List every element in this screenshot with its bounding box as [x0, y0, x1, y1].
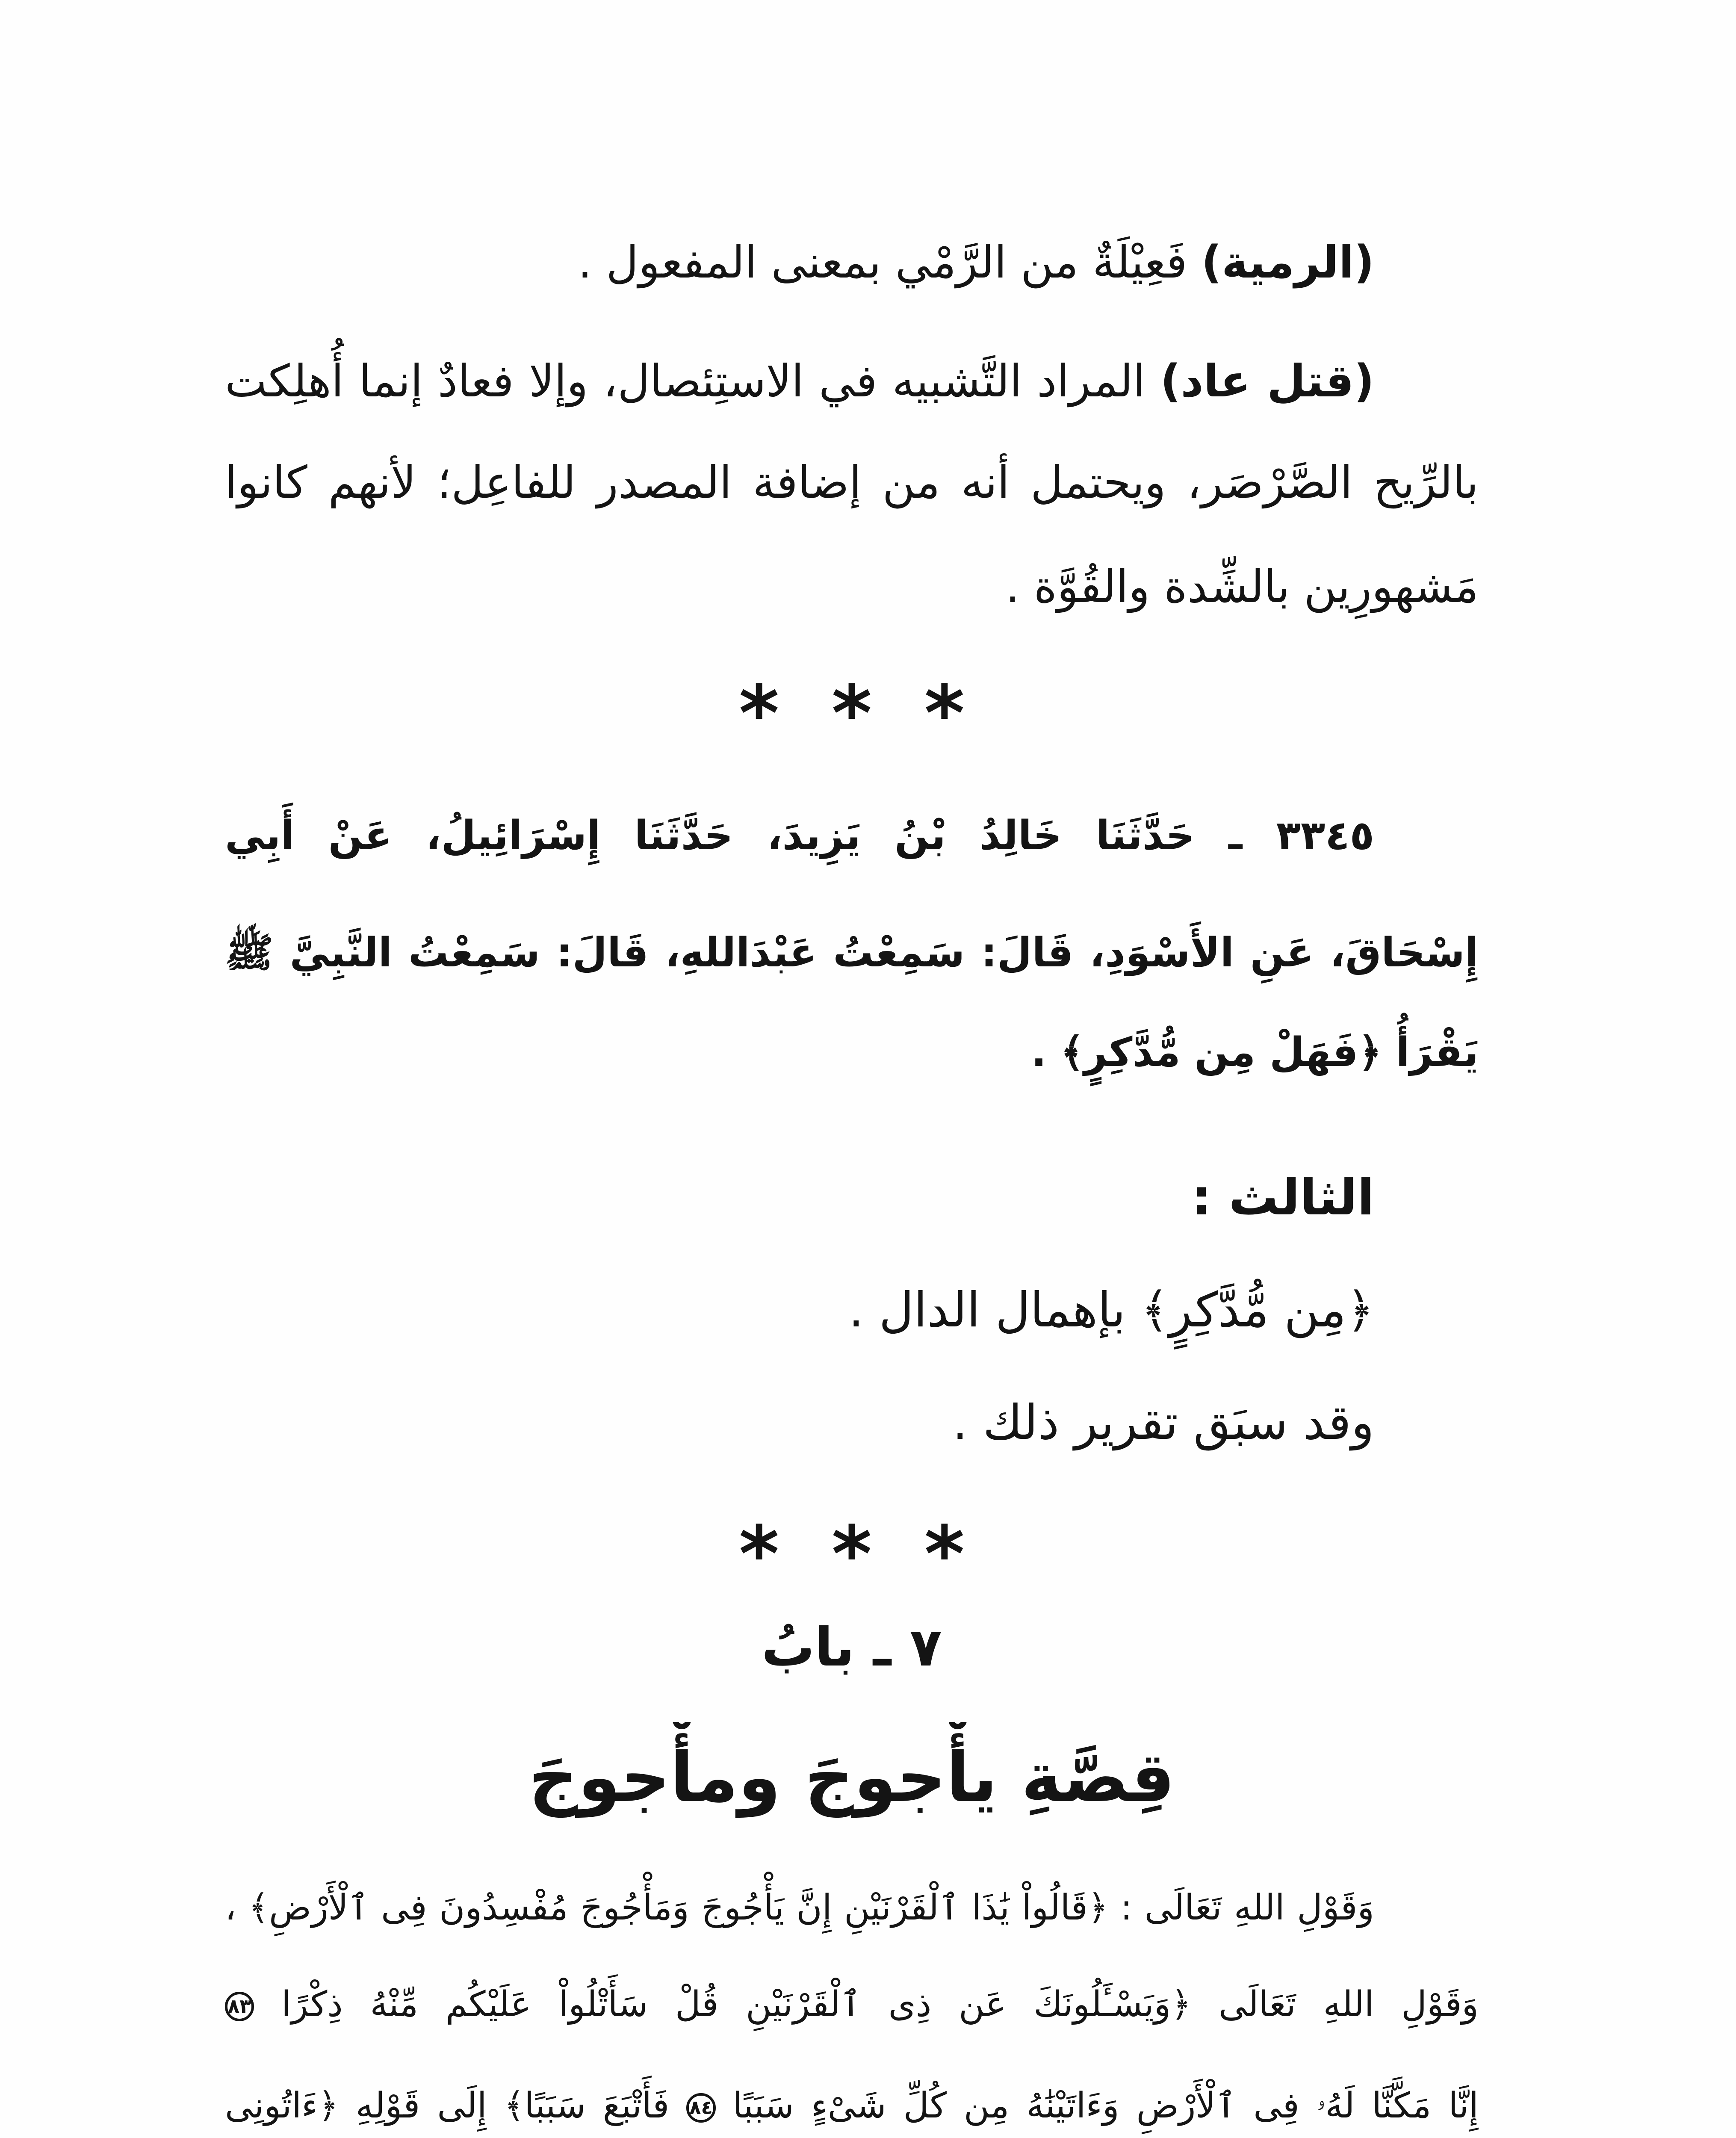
- commentary-qatl-aad-text-1: المراد التَّشبيه في الاستِئصال، وإلا فعادٌ إنما أُهلِكت: [225, 355, 1146, 407]
- commentary-rammiya-line: [225, 211, 1479, 313]
- ayah-number-marker: ٨٣: [225, 1992, 254, 2021]
- third-line-2: وقد سبَق تقرير ذلك .: [952, 1395, 1374, 1450]
- third-line-1: ﴿مِن مُّدَّكِرٍ﴾ بإهمال الدال .: [848, 1282, 1374, 1338]
- lemma-qatl-aad: (قتل عاد): [1160, 355, 1374, 407]
- verses-line-2-text: وَقَوْلِ اللهِ تَعَالَى ﴿وَيَسْـَٔلُونَكَ عَن ذِى ٱلْقَرْنَيْنِ قُلْ سَأَتْلُواْ عَلَيْكُم مِّنْهُ ذِكْرًا: [281, 1984, 1479, 2025]
- verses-line-1: وَقَوْلِ اللهِ تَعَالَى : ﴿قَالُواْ يَٰذَا ٱلْقَرْنَيْنِ إِنَّ يَأْجُوجَ وَمَأْجُوجَ مُفْسِدُونَ فِى ٱلْأَرْضِ﴾ ،: [225, 1887, 1374, 1928]
- verses-line-3-after: فَأَتْبَعَ سَبَبًا﴾ إِلَى قَوْلِهِ ﴿ءَاتُونِى: [225, 2085, 670, 2126]
- commentary-rammiya-text: فَعِيْلَةٌ من الرَّمْي بمعنى المفعول .: [578, 236, 1187, 288]
- third-heading: الثالث :: [1191, 1169, 1374, 1226]
- commentary-qatl-aad-line-2: بالرِّيح الصَّرْصَر، ويحتمل أنه من إضافة المصدر للفاعِل؛ لأنهم كانوا: [225, 456, 1479, 508]
- hadith-line-1: ٣٣٤٥ ـ حَدَّثَنَا خَالِدُ بْنُ يَزِيدَ، حَدَّثَنَا إِسْرَائِيلُ، عَنْ أَبِي: [225, 812, 1374, 859]
- section-separator-stars: * * *: [739, 1510, 965, 1599]
- verses-line-3-before: إِنَّا مَكَّنَّا لَهُۥ فِى ٱلْأَرْضِ وَءَاتَيْنَٰهُ مِن كُلِّ شَىْءٍ سَبَبًا: [732, 2085, 1479, 2126]
- hadith-line-3: يَقْرَأُ ﴿فَهَلْ مِن مُّدَّكِرٍ﴾ .: [1031, 1029, 1479, 1076]
- verses-line-2: [225, 1953, 1479, 2056]
- chapter-title: قِصَّةِ يأْجوجَ ومأْجوجَ: [528, 1737, 1175, 1817]
- hadith-line-2: إِسْحَاقَ، عَنِ الأَسْوَدِ، قَالَ: سَمِعْتُ عَبْدَاللهِ، قَالَ: سَمِعْتُ النَّبِيَّ ﷺ: [225, 930, 1479, 976]
- verses-line-3: [225, 2055, 1479, 2138]
- lemma-rammiya: (الرمية): [1201, 236, 1374, 288]
- commentary-qatl-aad-line-3: مَشهورِين بالشِّدة والقُوَّة .: [1005, 561, 1479, 613]
- section-separator-stars: * * *: [739, 669, 965, 759]
- commentary-qatl-aad-line-1: [225, 330, 1479, 432]
- chapter-number-label: ٧ ـ بابُ: [761, 1617, 942, 1678]
- ayah-number-marker: ٨٤: [686, 2093, 715, 2122]
